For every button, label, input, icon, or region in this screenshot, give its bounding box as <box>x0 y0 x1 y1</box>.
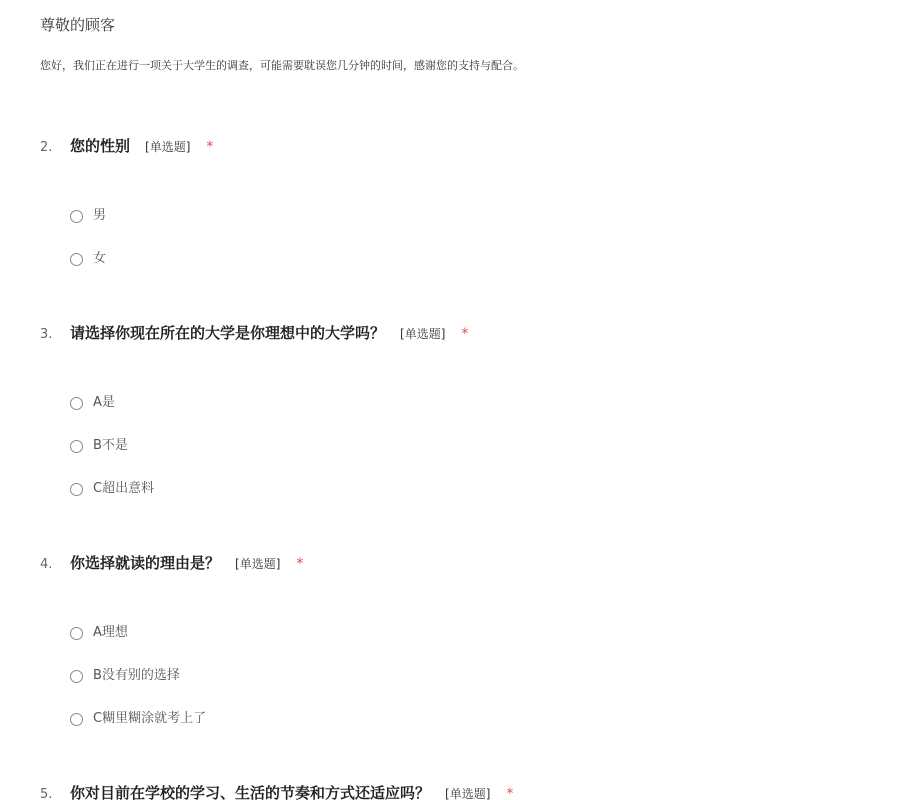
required-mark: * <box>506 786 514 800</box>
required-mark: * <box>296 556 304 572</box>
option-label: 女 <box>93 251 107 266</box>
question-type-label: [单选题] <box>235 557 281 571</box>
option-female[interactable] <box>70 249 106 269</box>
question-number: 2. <box>40 140 53 155</box>
option-b-no[interactable] <box>70 436 128 456</box>
option-label: 男 <box>93 208 107 223</box>
option-label: A理想 <box>93 625 128 640</box>
question-title <box>40 134 860 158</box>
option-a-ideal[interactable] <box>70 623 128 643</box>
radio-circle-icon[interactable] <box>70 627 83 640</box>
greeting-text: 尊敬的顾客 <box>40 16 116 34</box>
option-male[interactable] <box>70 206 106 226</box>
intro-text: 您好，我们正在进行一项关于大学生的调查，可能需要耽误您几分钟的时间，感谢您的支持与配合。 <box>40 59 524 72</box>
question-title <box>40 781 860 800</box>
option-label: C糊里糊涂就考上了 <box>93 711 207 726</box>
question-4 <box>40 551 860 726</box>
radio-circle-icon[interactable] <box>70 397 83 410</box>
question-text: 你对目前在学校的学习、生活的节奏和方式还适应吗？ <box>70 784 431 800</box>
option-label: B不是 <box>93 438 128 453</box>
option-a-yes[interactable] <box>70 393 115 413</box>
question-type-label: [单选题] <box>400 327 446 341</box>
question-text: 您的性别 <box>70 137 131 155</box>
radio-circle-icon[interactable] <box>70 440 83 453</box>
required-mark: * <box>461 326 469 342</box>
radio-circle-icon[interactable] <box>70 670 83 683</box>
option-label: A是 <box>93 395 115 410</box>
question-5 <box>40 781 860 800</box>
radio-circle-icon[interactable] <box>70 713 83 726</box>
radio-circle-icon[interactable] <box>70 210 83 223</box>
required-mark: * <box>206 139 214 155</box>
option-b-no-other-choice[interactable] <box>70 666 180 686</box>
question-number: 3. <box>40 327 53 342</box>
question-number: 5. <box>40 787 53 800</box>
question-text: 请选择你现在所在的大学是你理想中的大学吗？ <box>70 324 386 342</box>
radio-circle-icon[interactable] <box>70 253 83 266</box>
question-type-label: [单选题] <box>145 140 191 154</box>
question-number: 4. <box>40 557 53 572</box>
question-title <box>40 321 860 345</box>
option-c-unexpected[interactable] <box>70 479 154 499</box>
question-2 <box>40 134 860 266</box>
option-c-by-chance[interactable] <box>70 709 206 729</box>
option-label: B没有别的选择 <box>93 668 180 683</box>
question-type-label: [单选题] <box>445 787 491 800</box>
question-text: 你选择就读的理由是？ <box>70 554 221 572</box>
question-3 <box>40 321 860 496</box>
question-title <box>40 551 860 575</box>
option-label: C超出意料 <box>93 481 155 496</box>
radio-circle-icon[interactable] <box>70 483 83 496</box>
